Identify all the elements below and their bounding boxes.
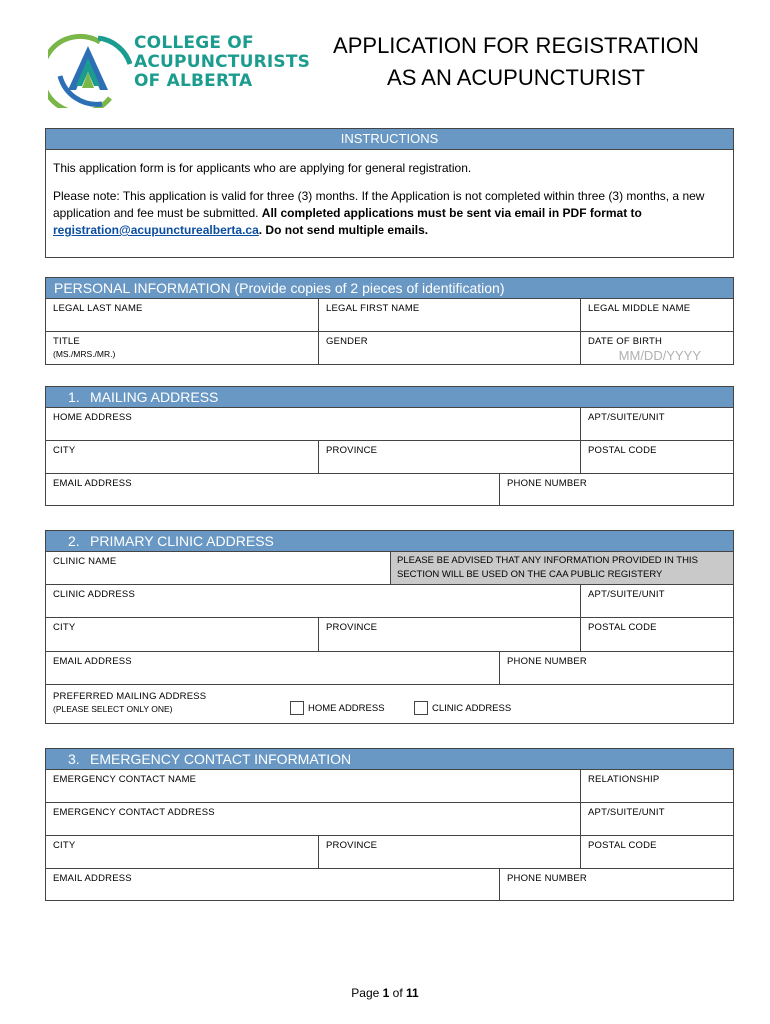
gender-label: GENDER: [326, 336, 368, 347]
personal-info-section: [45, 277, 734, 365]
mailing-row-2: [46, 441, 733, 474]
home-address-field[interactable]: [46, 408, 580, 440]
title-sub-label: (MS./MRS./MR.): [53, 349, 116, 359]
mailing-apt-field[interactable]: [580, 408, 733, 440]
emergency-row-2: [46, 803, 733, 836]
emergency-email-label: EMAIL ADDRESS: [53, 873, 132, 884]
emergency-name-field[interactable]: [46, 770, 580, 802]
page-current: 1: [382, 986, 390, 1000]
title-field[interactable]: [46, 332, 318, 365]
emergency-address-label: EMERGENCY CONTACT ADDRESS: [53, 807, 215, 818]
legal-last-name-field[interactable]: [46, 299, 318, 331]
mailing-province-field[interactable]: [318, 441, 580, 473]
mailing-row-3: [46, 474, 733, 506]
page-of-label: of: [389, 986, 407, 1000]
emergency-row-4: [46, 869, 733, 901]
clinic-row-5: [46, 685, 733, 725]
home-address-checkbox[interactable]: [290, 701, 304, 715]
mailing-address-section: [45, 386, 734, 506]
clinic-address-checkbox[interactable]: [414, 701, 428, 715]
clinic-email-field[interactable]: [46, 652, 499, 684]
registration-email-link[interactable]: registration@acupuncturealberta.ca: [53, 223, 259, 237]
relationship-field[interactable]: [580, 770, 733, 802]
mailing-city-label: CITY: [53, 445, 76, 456]
logo-line-2: ACUPUNCTURISTS: [134, 52, 311, 72]
emergency-postal-code-label: POSTAL CODE: [588, 840, 657, 851]
relationship-label: RELATIONSHIP: [588, 774, 660, 785]
clinic-phone-label: PHONE NUMBER: [507, 656, 587, 667]
personal-info-heading: PERSONAL INFORMATION (Provide copies of 2 pieces of identification): [46, 278, 733, 299]
instructions-note: Please note: This application is valid for three (3) months. If the Application is not completed within three (3) months, a new application and fee must be submitted.: [53, 189, 705, 220]
clinic-address-heading: [46, 531, 733, 552]
emergency-city-field[interactable]: [46, 836, 318, 868]
emergency-row-3: [46, 836, 733, 869]
mailing-postal-code-label: POSTAL CODE: [588, 445, 657, 456]
public-registry-notice: PLEASE BE ADVISED THAT ANY INFORMATION PROVIDED IN THIS SECTION WILL BE USED ON THE CAA PUBLIC REGISTERY: [390, 552, 733, 584]
emergency-apt-field[interactable]: [580, 803, 733, 835]
page-title: [316, 30, 716, 94]
emergency-section-title: EMERGENCY CONTACT INFORMATION: [90, 751, 352, 767]
mailing-city-field[interactable]: [46, 441, 318, 473]
title-line-2: AS AN ACUPUNCTURIST: [387, 65, 645, 90]
emergency-name-label: EMERGENCY CONTACT NAME: [53, 774, 197, 785]
mailing-apt-label: APT/SUITE/UNIT: [588, 412, 665, 423]
date-of-birth-field[interactable]: [580, 332, 733, 365]
clinic-row-1: [46, 552, 733, 585]
title-line-1: APPLICATION FOR REGISTRATION: [333, 33, 699, 58]
mailing-email-label: EMAIL ADDRESS: [53, 478, 132, 489]
mailing-phone-label: PHONE NUMBER: [507, 478, 587, 489]
emergency-contact-section: [45, 748, 734, 901]
logo-line-3: OF ALBERTA: [134, 71, 253, 91]
emergency-province-field[interactable]: [318, 836, 580, 868]
instructions-body: [46, 150, 733, 239]
clinic-section-number: 2.: [68, 533, 80, 549]
emergency-phone-label: PHONE NUMBER: [507, 873, 587, 884]
clinic-address-option-label: CLINIC ADDRESS: [432, 703, 512, 714]
mailing-phone-field[interactable]: [499, 474, 733, 506]
instructions-heading: INSTRUCTIONS: [46, 129, 733, 150]
clinic-phone-field[interactable]: [499, 652, 733, 684]
date-of-birth-label: DATE OF BIRTH: [588, 336, 663, 347]
mailing-section-title: MAILING ADDRESS: [90, 389, 219, 405]
mailing-province-label: PROVINCE: [326, 445, 378, 456]
instructions-para-1: This application form is for applicants who are applying for general registration.: [53, 161, 472, 175]
mailing-section-number: 1.: [68, 389, 80, 405]
page-number: [0, 986, 770, 1000]
legal-middle-name-field[interactable]: [580, 299, 733, 331]
emergency-address-field[interactable]: [46, 803, 580, 835]
clinic-address-section: [45, 530, 734, 724]
clinic-address-label: CLINIC ADDRESS: [53, 589, 135, 600]
clinic-row-3: [46, 618, 733, 652]
home-address-option-label: HOME ADDRESS: [308, 703, 385, 714]
instructions-end: . Do not send multiple emails.: [258, 223, 429, 237]
clinic-province-label: PROVINCE: [326, 622, 378, 633]
clinic-address-field[interactable]: [46, 585, 580, 617]
logo-wordmark: [134, 34, 310, 91]
emergency-email-field[interactable]: [46, 869, 499, 901]
emergency-phone-field[interactable]: [499, 869, 733, 901]
emergency-province-label: PROVINCE: [326, 840, 378, 851]
clinic-row-4: [46, 652, 733, 685]
home-address-label: HOME ADDRESS: [53, 412, 132, 423]
clinic-name-label: CLINIC NAME: [53, 556, 117, 567]
mailing-postal-code-field[interactable]: [580, 441, 733, 473]
instructions-para-2: [53, 188, 723, 239]
clinic-province-field[interactable]: [318, 618, 580, 651]
mailing-row-1: [46, 408, 733, 441]
legal-last-name-label: LEGAL LAST NAME: [53, 303, 143, 314]
legal-first-name-label: LEGAL FIRST NAME: [326, 303, 420, 314]
date-of-birth-placeholder: MM/DD/YYYY: [618, 348, 701, 363]
emergency-apt-label: APT/SUITE/UNIT: [588, 807, 665, 818]
clinic-section-title: PRIMARY CLINIC ADDRESS: [90, 533, 274, 549]
logo-line-1: COLLEGE OF: [134, 33, 254, 53]
clinic-city-label: CITY: [53, 622, 76, 633]
emergency-postal-code-field[interactable]: [580, 836, 733, 868]
preferred-mailing-label: PREFERRED MAILING ADDRESS: [53, 691, 207, 702]
gender-field[interactable]: [318, 332, 580, 365]
page-label: Page: [351, 986, 383, 1000]
clinic-apt-field[interactable]: [580, 585, 733, 617]
legal-first-name-field[interactable]: [318, 299, 580, 331]
page-total: 11: [406, 986, 419, 1000]
emergency-city-label: CITY: [53, 840, 76, 851]
personal-row-1: [46, 299, 733, 332]
preferred-mailing-sub-label: (PLEASE SELECT ONLY ONE): [53, 704, 173, 714]
clinic-apt-label: APT/SUITE/UNIT: [588, 589, 665, 600]
legal-middle-name-label: LEGAL MIDDLE NAME: [588, 303, 691, 314]
clinic-name-field[interactable]: [46, 552, 390, 584]
instructions-bold: All completed applications must be sent via email in PDF format to: [261, 206, 642, 220]
preferred-mailing-address: [46, 685, 286, 725]
instructions-section: [45, 128, 734, 258]
clinic-email-label: EMAIL ADDRESS: [53, 656, 132, 667]
personal-row-2: [46, 332, 733, 365]
emergency-row-1: [46, 770, 733, 803]
mailing-email-field[interactable]: [46, 474, 499, 506]
clinic-postal-code-field[interactable]: [580, 618, 733, 651]
clinic-postal-code-label: POSTAL CODE: [588, 622, 657, 633]
emergency-contact-heading: [46, 749, 733, 770]
clinic-row-2: [46, 585, 733, 618]
mailing-address-heading: [46, 387, 733, 408]
emergency-section-number: 3.: [68, 751, 80, 767]
title-label: TITLE: [53, 336, 80, 347]
clinic-city-field[interactable]: [46, 618, 318, 651]
